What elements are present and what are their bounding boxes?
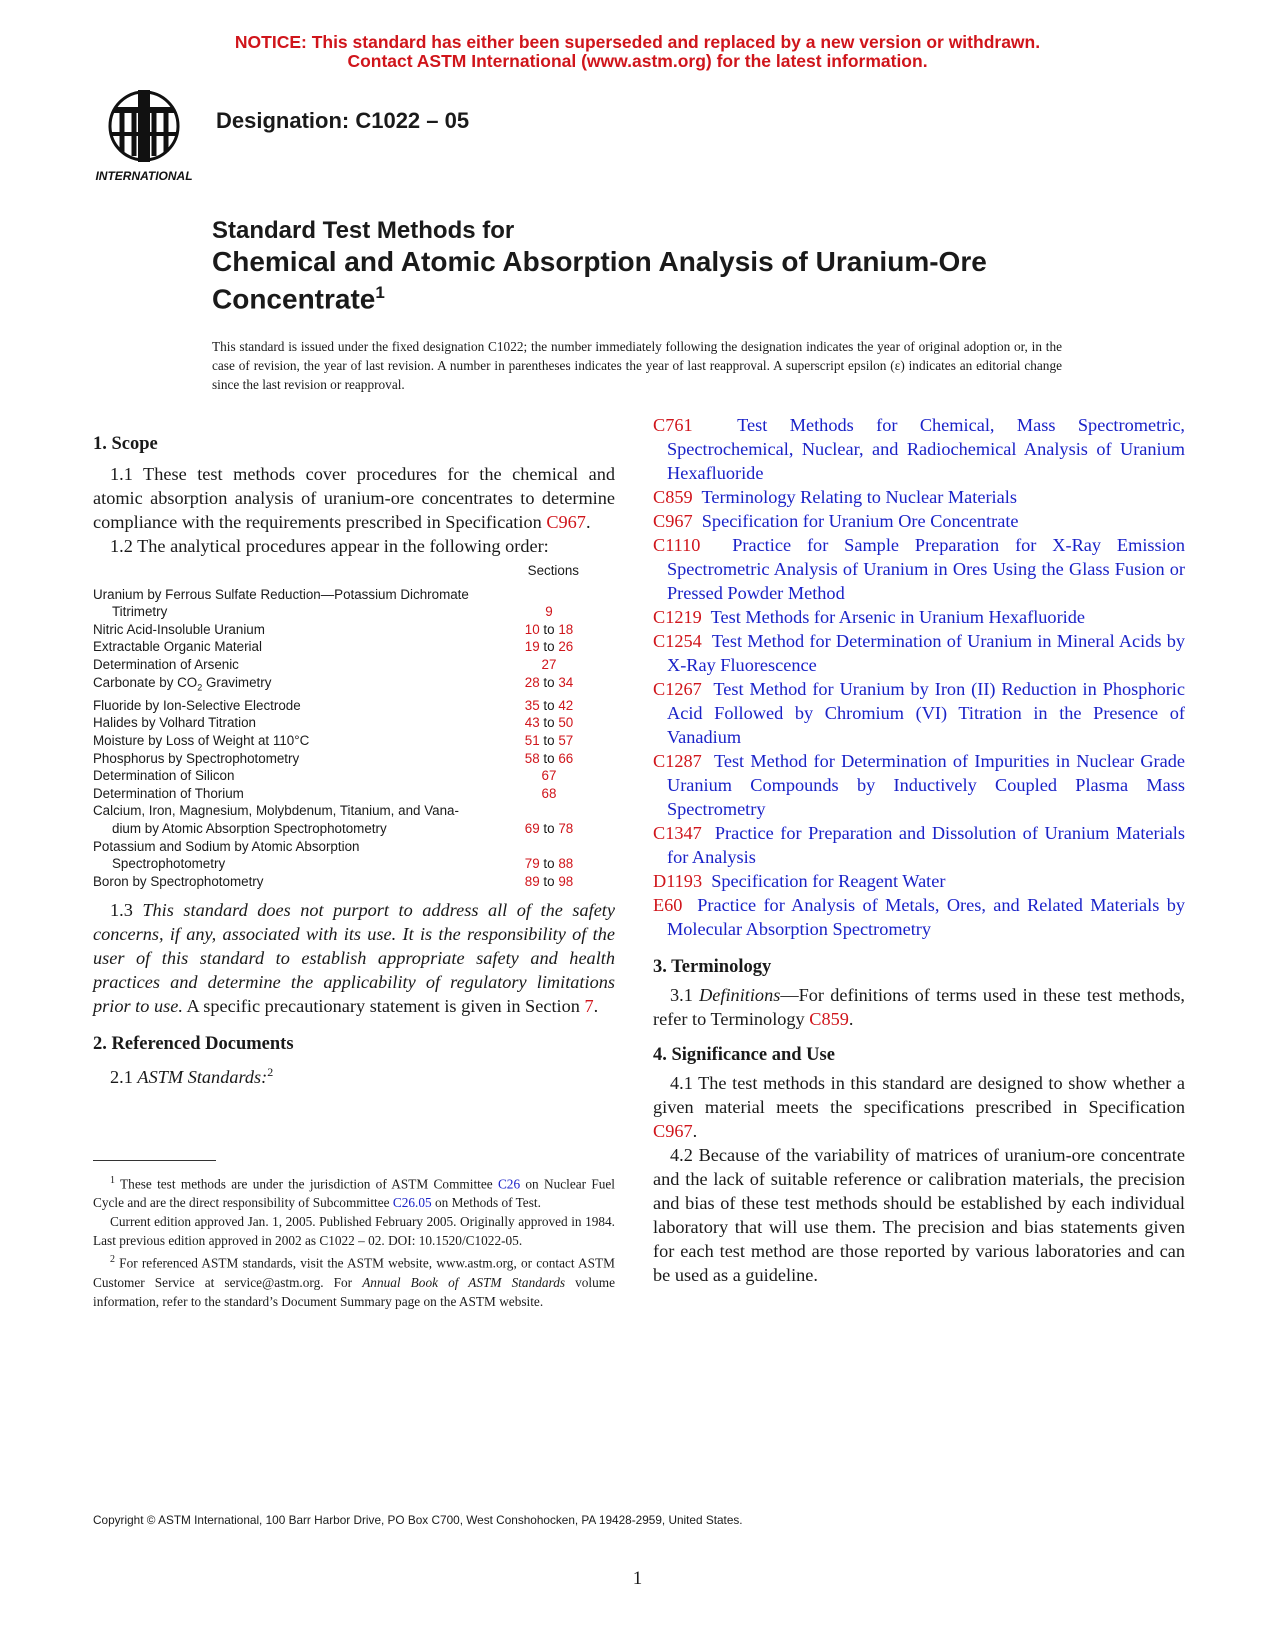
toc-label-line — [93, 802, 501, 820]
footnote-1-text-c: on Methods of Test. — [431, 1195, 541, 1211]
footnote-2-text-a: For referenced ASTM standards, visit the ASTM website, www.astm.org, or contact ASTM Customer Service at service@astm.org. For — [93, 1255, 615, 1290]
toc-section-link[interactable]: 98 — [558, 873, 574, 889]
footnote-1-mark: 1 — [110, 1175, 115, 1186]
paragraph-1-3-num: 1.3 — [110, 900, 143, 921]
paragraph-3-1-end: . — [848, 1009, 854, 1029]
toc-sections — [501, 714, 597, 732]
footnote-1 — [93, 1171, 615, 1212]
toc-label-text: Boron by Spectrophotometry — [93, 873, 264, 889]
paragraph-4-1 — [653, 1071, 1185, 1143]
toc-section-link[interactable]: 67 — [541, 768, 557, 784]
paragraph-4-1-text: 4.1 The test methods in this standard are designed to show whether a given material meets the specifications prescribed in Specification — [653, 1073, 1185, 1117]
footnote-1-text-a: These test methods are under the jurisdiction of ASTM Committee — [115, 1176, 498, 1192]
toc-label-line — [93, 750, 501, 768]
toc-row — [93, 767, 597, 785]
toc-label — [93, 714, 501, 732]
footnote-mark-2: 2 — [267, 1065, 274, 1080]
reference-item — [653, 605, 1185, 629]
toc-section-link[interactable]: 42 — [558, 697, 574, 713]
footnote-1-text-b: on Nuclear Fuel Cycle and are the direct responsibility of Subcommittee — [93, 1176, 615, 1211]
right-column — [653, 413, 1185, 1287]
toc-label — [93, 638, 501, 656]
reference-item — [653, 533, 1185, 605]
toc-row — [93, 802, 597, 837]
toc-to-word: to — [543, 674, 555, 690]
section-heading-significance: 4. Significance and Use — [653, 1045, 835, 1065]
toc-to-word: to — [543, 621, 555, 637]
reference-code-link[interactable]: C859 — [653, 487, 693, 507]
section-heading-terminology: 3. Terminology — [653, 957, 772, 977]
toc-section-link[interactable]: 43 — [524, 715, 540, 731]
paragraph-1-3-end: . — [593, 996, 599, 1017]
toc-label-text: Phosphorus by Spectrophotometry — [93, 750, 300, 766]
toc-to-word: to — [543, 750, 555, 766]
toc-row — [93, 838, 597, 873]
copyright-line: Copyright © ASTM International, 100 Barr Harbor Drive, PO Box C700, West Conshohocken, PA 19428-2959, United States. — [93, 1513, 743, 1527]
toc-section-link[interactable]: 27 — [541, 656, 557, 672]
document-title — [212, 216, 1112, 314]
title-footnote-mark: 1 — [375, 283, 385, 302]
toc-label — [93, 586, 501, 621]
reference-code-link[interactable]: C1254 — [653, 631, 702, 651]
toc-label-text: Nitric Acid-Insoluble Uranium — [93, 621, 265, 637]
reference-title: Practice for Preparation and Dissolution of Uranium Materials for Analysis — [667, 823, 1185, 867]
link-c967-2[interactable]: C967 — [653, 1121, 693, 1141]
toc-sections — [501, 767, 597, 785]
toc-section-link[interactable]: 66 — [558, 750, 574, 766]
paragraph-3-1-num: 3.1 — [670, 985, 700, 1005]
toc-section-link[interactable]: 26 — [558, 639, 574, 655]
toc-label-continuation: Titrimetry — [112, 604, 168, 620]
toc-to-word: to — [543, 733, 555, 749]
toc-sections — [501, 732, 597, 750]
toc-to-word: to — [543, 697, 555, 713]
reference-code-link[interactable]: C1287 — [653, 751, 702, 771]
toc-to-word: to — [543, 715, 555, 731]
toc-label-text: Carbonate by CO — [93, 674, 198, 690]
toc-label-text: Potassium and Sodium by Atomic Absorption — [93, 838, 360, 854]
issued-note: This standard is issued under the fixed designation C1022; the number immediately following the designation indicates the year of original adoption or, in the case of revision, the year of last revision. A number in parentheses indicates the year of last reapproval. A superscript epsilon (ε) indicates an editorial change since the last revision or reapproval. — [212, 339, 1062, 392]
toc-label-line — [93, 621, 501, 639]
reference-item — [653, 485, 1185, 509]
toc-label-continuation: Spectrophotometry — [112, 856, 226, 872]
designation: Designation: C1022 – 05 — [216, 108, 470, 133]
link-c967[interactable]: C967 — [546, 512, 586, 532]
toc-row — [93, 873, 597, 891]
toc-header: Sections — [527, 563, 579, 578]
toc-sections — [501, 838, 597, 873]
footnote-2-mark: 2 — [110, 1254, 115, 1266]
toc-label-text: Calcium, Iron, Magnesium, Molybdenum, Titanium, and Vana- — [93, 803, 459, 819]
toc-section-link[interactable]: 34 — [558, 674, 574, 690]
title-line-2: Chemical and Atomic Absorption Analysis of Uranium-Ore — [212, 246, 987, 277]
reference-title: Test Methods for Chemical, Mass Spectrometric, Spectrochemical, Nuclear, and Radiochemical Analysis of Uranium Hexafluoride — [667, 415, 1186, 483]
toc-section-link[interactable]: 19 — [524, 639, 540, 655]
astm-standards-label: ASTM Standards: — [137, 1067, 268, 1088]
toc-row — [93, 674, 597, 697]
toc-to-word: to — [543, 873, 555, 889]
reference-title: Specification for Reagent Water — [711, 871, 946, 891]
title-line-3 — [212, 277, 1112, 314]
page-number: 1 — [632, 1568, 643, 1589]
toc-label-text: Determination of Thorium — [93, 785, 244, 801]
toc-label-text: Moisture by Loss of Weight at 110°C — [93, 733, 310, 749]
reference-code-link[interactable]: C967 — [653, 511, 693, 531]
footnote-edition: Current edition approved Jan. 1, 2005. Published February 2005. Originally approved in 1984. Last previous edition approved in 2002 as C1022 – 02. DOI: 10.1520/C1022-05. — [93, 1214, 615, 1249]
reference-item — [653, 869, 1185, 893]
reference-list — [653, 413, 1185, 941]
toc-row — [93, 732, 597, 750]
paragraph-1-1 — [93, 462, 615, 534]
toc-label-text: Uranium by Ferrous Sulfate Reduction—Potassium Dichromate — [93, 586, 469, 602]
toc-label-line — [93, 638, 501, 656]
toc-section-link[interactable]: 88 — [558, 856, 574, 872]
notice-line-1: NOTICE: This standard has either been superseded and replaced by a new version or withdrawn. — [234, 32, 1041, 52]
toc-label — [93, 873, 501, 891]
toc-section-link[interactable]: 79 — [524, 856, 540, 872]
paragraph-1-1-end: . — [585, 512, 591, 532]
toc-sections — [501, 697, 597, 715]
footnote-rule — [93, 1160, 216, 1161]
paragraph-4-2: 4.2 Because of the variability of matrices of uranium-ore concentrate and the lack of suitable reference or calibration materials, the precision and bias of these test methods should be established by each individual laboratory that will use them. The precision and bias statements given for each test method are those reported by various laboratories and can be used as a guideline. — [653, 1145, 1185, 1285]
reference-title: Specification for Uranium Ore Concentrate — [701, 511, 1019, 531]
toc-section-link[interactable]: 89 — [524, 873, 540, 889]
toc-label-text: Extractable Organic Material — [93, 639, 262, 655]
toc-section-link[interactable]: 68 — [541, 785, 557, 801]
link-c26-05[interactable]: C26.05 — [392, 1195, 432, 1211]
logo-text: INTERNATIONAL — [95, 169, 193, 183]
toc-rows — [93, 586, 597, 891]
toc-row — [93, 750, 597, 768]
reference-code-link[interactable]: C1267 — [653, 679, 702, 699]
toc-label — [93, 674, 501, 697]
reference-code-link[interactable]: E60 — [653, 895, 683, 915]
toc-label-text: Fluoride by Ion-Selective Electrode — [93, 697, 301, 713]
reference-code-link[interactable]: C1110 — [653, 535, 701, 555]
toc-label — [93, 621, 501, 639]
section-heading-referenced-documents: 2. Referenced Documents — [93, 1034, 294, 1055]
reference-code-link[interactable]: C1347 — [653, 823, 702, 843]
toc-sections — [501, 656, 597, 674]
toc-section-link[interactable]: 9 — [545, 604, 553, 620]
toc-sections — [501, 621, 597, 639]
toc-label — [93, 697, 501, 715]
toc-to-word: to — [543, 820, 555, 836]
toc-row — [93, 785, 597, 803]
toc-label-line — [93, 656, 501, 674]
toc-row — [93, 621, 597, 639]
reference-item — [653, 629, 1185, 677]
toc-section-link[interactable]: 28 — [524, 674, 540, 690]
toc-section-link[interactable]: 50 — [558, 715, 574, 731]
reference-title: Test Method for Determination of Impurities in Nuclear Grade Uranium Compounds by Inductively Coupled Plasma Mass Spectrometry — [667, 751, 1186, 819]
paragraph-1-1-text: 1.1 These test methods cover procedures for the chemical and atomic absorption analysis of uranium-ore concentrates to determine compliance with the requirements prescribed in Specification — [93, 464, 615, 532]
section-heading-scope: 1. Scope — [93, 434, 158, 454]
astm-logo-icon — [92, 86, 202, 186]
toc-label — [93, 838, 501, 873]
reference-code-link[interactable]: C761 — [653, 415, 693, 435]
paragraph-3-1 — [653, 983, 1185, 1031]
toc-row — [93, 656, 597, 674]
withdrawal-notice — [0, 33, 1275, 71]
reference-item — [653, 821, 1185, 869]
toc-row — [93, 586, 597, 621]
notice-line-2: Contact ASTM International (www.astm.org) for the latest information. — [347, 51, 928, 71]
toc-label-line — [93, 838, 501, 856]
reference-item — [653, 677, 1185, 749]
toc-to-word: to — [543, 856, 555, 872]
paragraph-1-2: 1.2 The analytical procedures appear in the following order: — [110, 536, 549, 556]
safety-statement: This standard does not purport to address all of the safety concerns, if any, associated with its use. It is the responsibility of the user of this standard to establish appropriate safety and health practices and determine the applicability of regulatory limitations prior to use. — [93, 900, 615, 1017]
toc-sections — [501, 802, 597, 837]
reference-title: Terminology Relating to Nuclear Materials — [701, 487, 1017, 507]
toc-label-line — [93, 674, 501, 697]
astm-logo — [92, 86, 202, 186]
reference-title: Practice for Sample Preparation for X-Ray Emission Spectrometric Analysis of Uranium in Ores Using the Glass Fusion or Pressed Powder Method — [667, 535, 1185, 603]
definitions-label: Definitions — [699, 985, 781, 1005]
toc-label — [93, 802, 501, 837]
paragraph-1-3 — [93, 898, 615, 1018]
toc-label-text: Determination of Silicon — [93, 768, 235, 784]
toc-label-line — [93, 873, 501, 891]
reference-title: Test Methods for Arsenic in Uranium Hexafluoride — [710, 607, 1085, 627]
toc-section-link[interactable]: 35 — [524, 697, 540, 713]
toc-sections — [501, 638, 597, 656]
reference-item — [653, 749, 1185, 821]
link-c26[interactable]: C26 — [497, 1176, 521, 1192]
toc-label-line — [93, 714, 501, 732]
toc-section-link[interactable]: 69 — [524, 820, 540, 836]
link-section-7[interactable]: 7 — [584, 996, 594, 1017]
footnote-2 — [93, 1250, 615, 1310]
paragraph-4-1-end: . — [692, 1121, 698, 1141]
footnotes — [93, 1171, 615, 1311]
toc-section-link[interactable]: 58 — [524, 750, 540, 766]
toc-label — [93, 732, 501, 750]
reference-title: Test Method for Uranium by Iron (II) Reduction in Phosphoric Acid Followed by Chromium (VI) Titration in the Presence of Vanadium — [667, 679, 1186, 747]
title-line-1: Standard Test Methods for — [212, 217, 515, 244]
toc-row — [93, 638, 597, 656]
reference-title: Practice for Analysis of Metals, Ores, and Related Materials by Molecular Absorption Spectrometry — [667, 895, 1185, 939]
paragraph-1-3-text: A specific precautionary statement is given in Section — [182, 996, 585, 1017]
toc-label-continuation: dium by Atomic Absorption Spectrophotometry — [112, 820, 387, 836]
toc-label-text: Halides by Volhard Titration — [93, 715, 257, 731]
footnote-2-book-title: Annual Book of ASTM Standards — [362, 1274, 566, 1290]
toc-sections — [501, 785, 597, 803]
procedures-table — [93, 562, 597, 890]
footnote-2-text-b: volume information, refer to the standard’s Document Summary page on the ASTM website. — [93, 1274, 615, 1309]
toc-label-subscript: 2 — [197, 682, 203, 693]
toc-to-word: to — [543, 639, 555, 655]
toc-section-link[interactable]: 18 — [558, 621, 574, 637]
reference-code-link[interactable]: D1193 — [653, 871, 703, 891]
toc-label-line — [93, 697, 501, 715]
toc-label-line — [93, 732, 501, 750]
reference-item — [653, 509, 1185, 533]
link-c859[interactable]: C859 — [809, 1009, 849, 1029]
toc-sections — [501, 750, 597, 768]
toc-section-link[interactable]: 78 — [558, 820, 574, 836]
toc-section-link[interactable]: 10 — [524, 621, 540, 637]
toc-label — [93, 750, 501, 768]
reference-code-link[interactable]: C1219 — [653, 607, 702, 627]
toc-row — [93, 714, 597, 732]
paragraph-3-1-text: —For definitions of terms used in these test methods, refer to Terminology — [653, 985, 1185, 1029]
toc-label-line — [93, 586, 501, 604]
toc-label — [93, 656, 501, 674]
paragraph-2-1-num: 2.1 — [110, 1067, 138, 1088]
reference-title: Test Method for Determination of Uranium in Mineral Acids by X-Ray Fluorescence — [667, 631, 1185, 675]
toc-label — [93, 767, 501, 785]
toc-section-link[interactable]: 57 — [558, 733, 574, 749]
paragraph-2-1 — [93, 1060, 615, 1089]
toc-sections — [501, 586, 597, 621]
toc-sections — [501, 873, 597, 891]
title-line-3-text: Concentrate — [212, 283, 376, 315]
toc-label-line — [93, 767, 501, 785]
toc-label-line — [93, 785, 501, 803]
toc-label-text: Determination of Arsenic — [93, 656, 239, 672]
reference-item — [653, 893, 1185, 941]
reference-item — [653, 413, 1185, 485]
toc-label — [93, 785, 501, 803]
toc-section-link[interactable]: 51 — [524, 733, 540, 749]
toc-row — [93, 697, 597, 715]
toc-label-text: Gravimetry — [202, 674, 272, 690]
toc-sections — [501, 674, 597, 697]
left-column — [93, 432, 615, 1089]
